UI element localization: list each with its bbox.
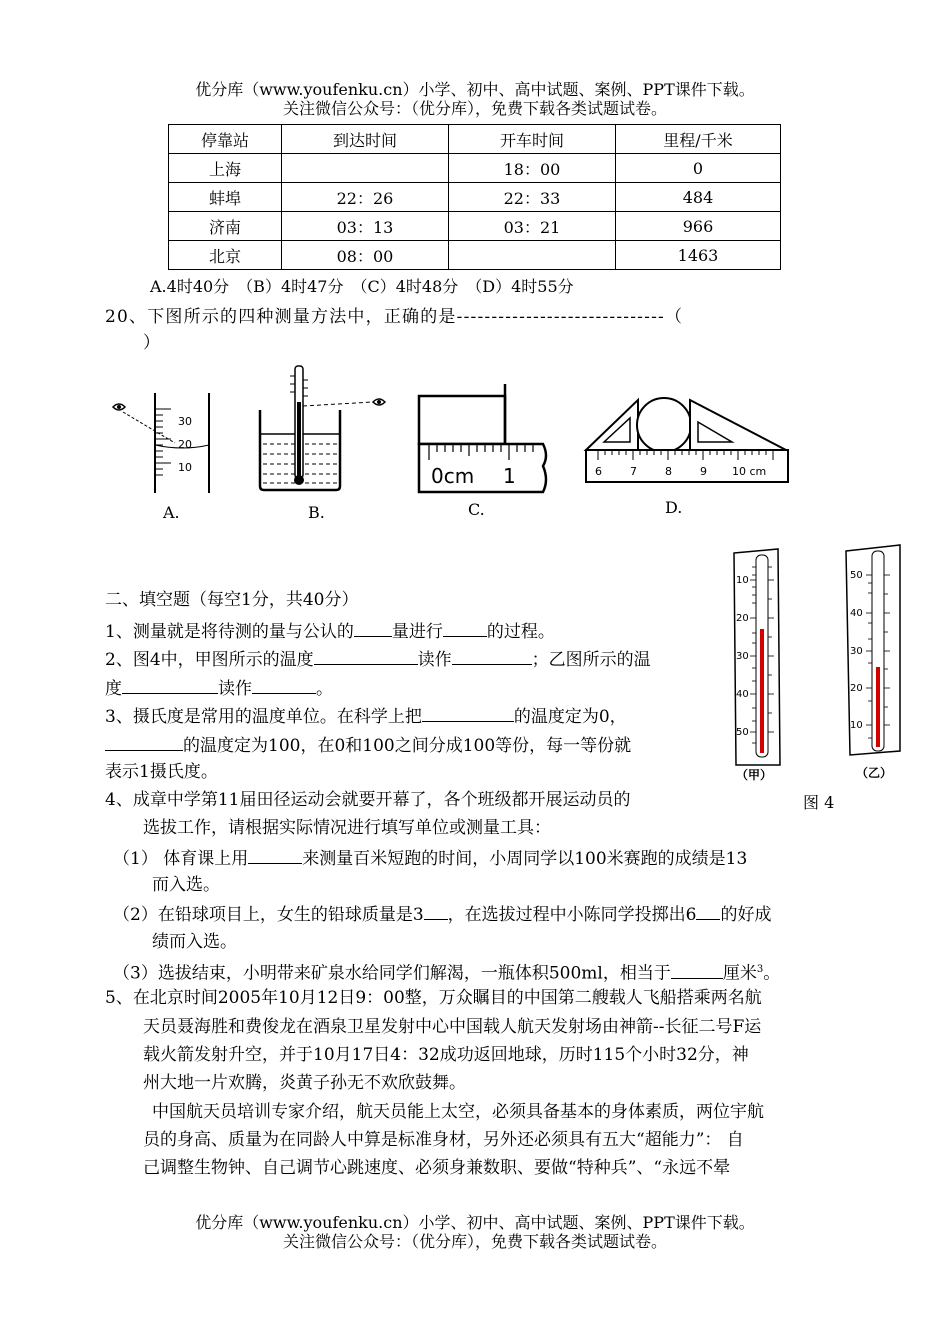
- q3-line1: [105, 705, 627, 727]
- table-cell: 03：21: [449, 212, 616, 241]
- figure-d-tick-9: 9: [700, 465, 707, 478]
- blank[interactable]: [671, 962, 723, 979]
- figure-d-tick-8: 8: [665, 465, 672, 478]
- table-header-cell: 里程/千米: [616, 125, 781, 154]
- q4-2-line2: 绩而入选。: [152, 932, 237, 952]
- q4-1-text-a: （1） 体育课上用: [113, 849, 249, 869]
- table-cell: 08：00: [282, 241, 449, 270]
- q5-line4: 州大地一片欢腾，炎黄子孙无不欢欣鼓舞。: [143, 1073, 466, 1093]
- q1-text-a: 1、测量就是将待测的量与公认的: [105, 622, 354, 642]
- blank[interactable]: [105, 734, 183, 751]
- thermo-jia-label: （甲）: [736, 768, 773, 782]
- q4-3-text-c: 。: [763, 963, 781, 984]
- section-title: 二、填空题（每空1分，共40分）: [105, 590, 359, 610]
- q5-line6: 员的身高、质量为在同龄人中算是标准身材，另外还必须具有五大“超能力”： 自: [143, 1130, 744, 1150]
- blank[interactable]: [248, 847, 302, 864]
- blank[interactable]: [443, 620, 487, 637]
- q4-3-sup: 3: [756, 964, 764, 975]
- q1-text-c: 的过程。: [486, 622, 555, 642]
- q4-2-line1: [113, 903, 771, 925]
- q4-line2: 选拔工作，请根据实际情况进行填写单位或测量工具：: [143, 818, 551, 838]
- figure-d-tick-7: 7: [630, 465, 637, 478]
- q4-1-text-b: 来测量百米短跑的时间，小周同学以100米赛跑的成绩是13: [302, 849, 748, 869]
- header-line-1: 优分库（www.youfenku.cn）小学、初中、高中试题、案例、PPT课件下载。: [195, 80, 755, 99]
- figure-a-tick-20: 20: [178, 438, 192, 451]
- q2-text-f: 。: [316, 679, 333, 699]
- table-cell: [282, 154, 449, 183]
- q2-text-d: 度: [105, 679, 122, 699]
- thermo-yi-tick: 30: [850, 646, 863, 657]
- thermo-jia-tick: 30: [736, 651, 749, 662]
- table-row: [169, 241, 781, 270]
- table-cell: 22：33: [449, 183, 616, 212]
- q1: [105, 620, 555, 642]
- table-header-cell: 到达时间: [282, 125, 449, 154]
- table-cell: 03：13: [282, 212, 449, 241]
- table-cell: 1463: [616, 241, 781, 270]
- table-row: [169, 212, 781, 241]
- table-cell: 0: [616, 154, 781, 183]
- thermo-yi-tick: 50: [850, 570, 863, 581]
- table-row: [169, 183, 781, 212]
- q3-text-a: 3、摄氏度是常用的温度单位。在科学上把: [105, 707, 422, 727]
- figure-a-tick-30: 30: [178, 415, 192, 428]
- blank[interactable]: [252, 677, 316, 694]
- figure-4-thermometers: [728, 543, 908, 783]
- timetable: [168, 124, 781, 270]
- q20-text: 20、下图所示的四种测量方法中，正确的是------------------------------（: [105, 307, 684, 327]
- figure-c-label-0cm: 0cm: [431, 464, 475, 488]
- q2-text-b: 读作: [417, 650, 452, 670]
- q3-line3: 表示1摄氏度。: [105, 762, 218, 782]
- thermo-jia-tick: 50: [736, 727, 749, 738]
- q4-1-line1: [113, 847, 747, 869]
- table-cell: 济南: [169, 212, 282, 241]
- figure-d-set-squares: [582, 396, 792, 488]
- table-header-cell: 开车时间: [449, 125, 616, 154]
- figure-c-label: C.: [468, 500, 485, 519]
- q2-text-a: 2、图4中，甲图所示的温度: [105, 650, 314, 670]
- q2-line2: [105, 677, 333, 699]
- table-cell: 上海: [169, 154, 282, 183]
- thermo-yi-tick: 20: [850, 683, 863, 694]
- q20-close-paren: ）: [143, 333, 160, 353]
- q4-line1: 4、成章中学第11届田径运动会就要开幕了，各个班级都开展运动员的: [105, 790, 631, 810]
- q4-3-line1: [113, 960, 780, 984]
- table-cell: 484: [616, 183, 781, 212]
- q19-options: A.4时40分 （B）4时47分 （C）4时48分 （D）4时55分: [150, 277, 574, 296]
- q5-line5: 中国航天员培训专家介绍，航天员能上太空，必须具备基本的身体素质，两位宇航: [152, 1102, 764, 1122]
- figure-b-beaker: [245, 362, 405, 494]
- blank[interactable]: [696, 903, 720, 920]
- q4-3-text-b: 厘米: [722, 963, 757, 984]
- table-cell: 966: [616, 212, 781, 241]
- q3-line2: [105, 734, 631, 756]
- thermo-yi-label: （乙）: [856, 766, 893, 780]
- table-cell: 蚌埠: [169, 183, 282, 212]
- q4-2-text-b: ，在选拔过程中小陈同学投掷出6: [447, 905, 697, 925]
- figure-4-caption: 图 4: [803, 793, 835, 812]
- blank[interactable]: [314, 648, 418, 665]
- table-row: [169, 154, 781, 183]
- table-header-row: [169, 125, 781, 154]
- q4-2-text-a: （2）在铅球项目上，女生的铅球质量是3: [113, 905, 424, 925]
- thermo-jia-tick: 40: [736, 689, 749, 700]
- q4-2-text-c: 的好成: [720, 905, 772, 925]
- footer-line-1: 优分库（www.youfenku.cn）小学、初中、高中试题、案例、PPT课件下载。: [195, 1213, 755, 1232]
- table-cell: 北京: [169, 241, 282, 270]
- table-header-cell: 停靠站: [169, 125, 282, 154]
- q2-text-e: 读作: [218, 679, 252, 699]
- q5-line3: 载火箭发射升空，并于10月17日4：32成功返回地球，历时115个小时32分，神: [143, 1045, 749, 1065]
- q1-text-b: 量进行: [391, 622, 443, 642]
- blank[interactable]: [424, 903, 448, 920]
- blank[interactable]: [422, 705, 514, 722]
- table-cell: 22：26: [282, 183, 449, 212]
- q5-line2: 天员聂海胜和费俊龙在酒泉卫星发射中心中国载人航天发射场由神箭--长征二号F运: [143, 1017, 762, 1037]
- q5-line1: 5、在北京时间2005年10月12日9：00整，万众瞩目的中国第二艘载人飞船搭乘两名航: [105, 988, 762, 1008]
- q2-line1: [105, 648, 651, 670]
- q4-3-text-a: （3）选拔结束，小明带来矿泉水给同学们解渴，一瓶体积500ml，相当于: [113, 963, 671, 984]
- thermo-yi-tick: 40: [850, 608, 863, 619]
- thermo-yi-tick: 10: [850, 720, 863, 731]
- header-line-2: 关注微信公众号：（优分库），免费下载各类试题试卷。: [282, 99, 667, 118]
- figure-c-ruler: [415, 380, 555, 498]
- q2-text-c: ；乙图所示的温: [531, 650, 651, 670]
- blank[interactable]: [354, 620, 392, 637]
- blank[interactable]: [452, 648, 532, 665]
- thermo-jia-tick: 10: [736, 575, 749, 586]
- q5-line7: 己调整生物钟、自己调节心跳速度、必须身兼数职、要做“特种兵”、“永远不晕: [143, 1158, 731, 1178]
- figure-a-tick-10: 10: [178, 461, 192, 474]
- figure-c-label-1: 1: [503, 464, 516, 488]
- figure-b-label: B.: [308, 503, 325, 522]
- q4-1-line2: 而入选。: [152, 875, 220, 895]
- thermo-jia-tick: 20: [736, 613, 749, 624]
- table-cell: 18：00: [449, 154, 616, 183]
- figure-a-cylinder: [105, 385, 215, 500]
- q3-text-c: 的温度定为100，在0和100之间分成100等份，每一等份就: [183, 736, 632, 756]
- figure-d-tick-10cm: 10 cm: [732, 465, 767, 478]
- figure-a-label: A.: [163, 503, 180, 522]
- figure-d-label: D.: [665, 498, 683, 517]
- q3-text-b: 的温度定为0，: [513, 707, 627, 727]
- figure-d-tick-6: 6: [595, 465, 602, 478]
- footer-line-2: 关注微信公众号：（优分库），免费下载各类试题试卷。: [282, 1232, 667, 1251]
- table-cell: [449, 241, 616, 270]
- blank[interactable]: [122, 677, 218, 694]
